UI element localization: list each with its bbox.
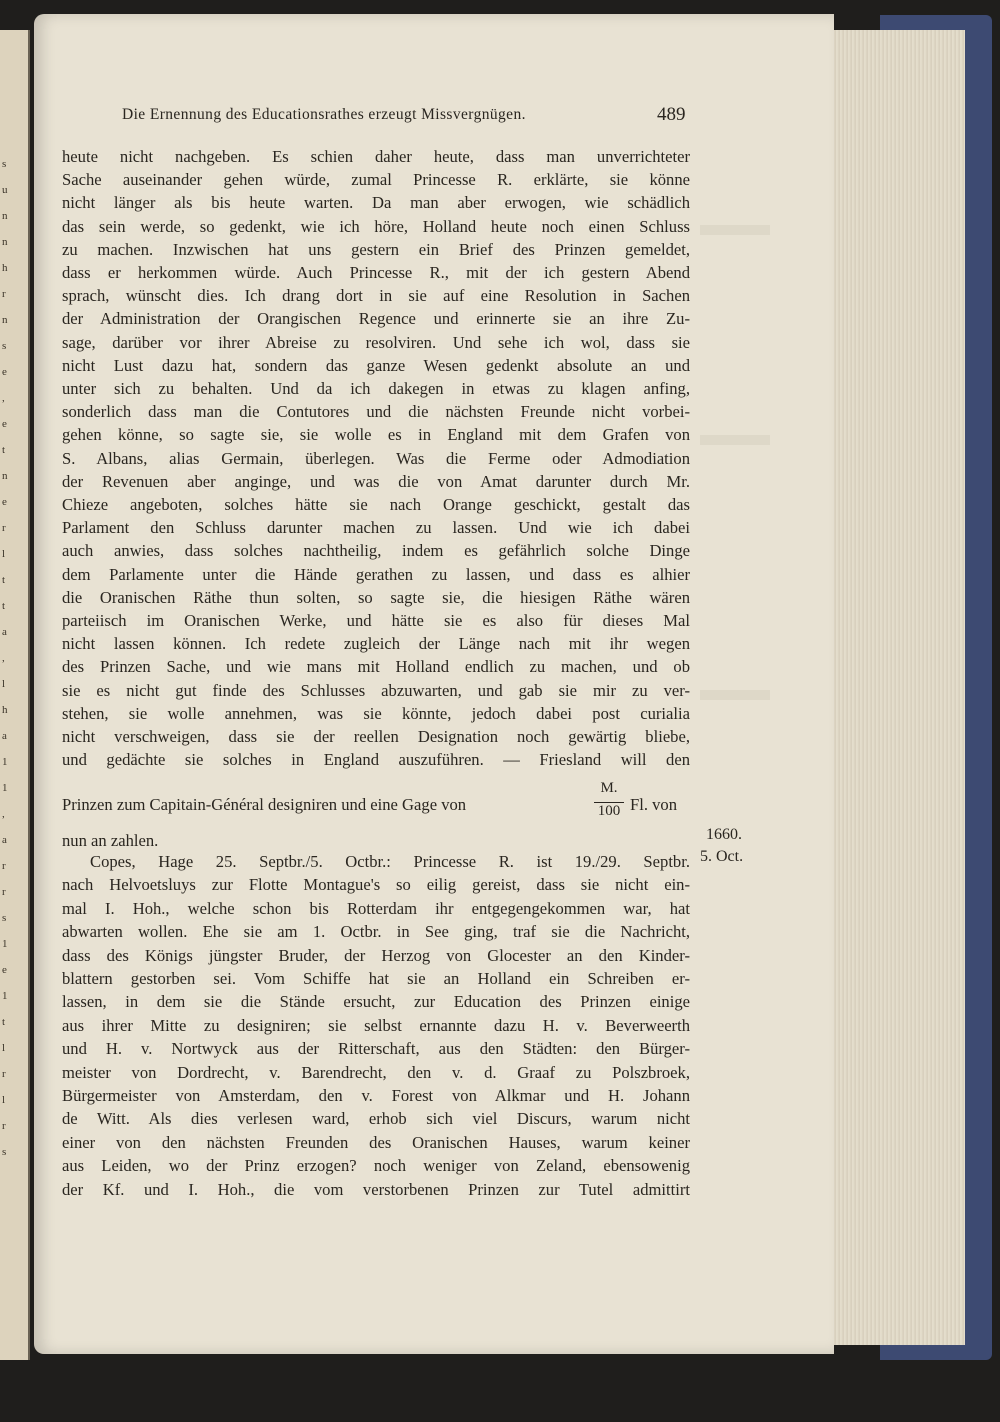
text-line: sprach, wünscht dies. Ich drang dort in sie auf eine Resolution in Sachen	[62, 286, 690, 306]
previous-page-letter: 1	[2, 782, 8, 794]
entry-line: und H. v. Nortwyck aus der Ritterschaft, aus den Städten: den Bürger-	[62, 1039, 690, 1059]
previous-page-letter: s	[2, 340, 7, 352]
text-line: sage, darüber vor ihrer Abreise zu resolviren. Und sehe ich wol, dass sie	[62, 332, 690, 352]
entry-line: dass des Königs jüngster Bruder, der Herzog von Glocester an den Kinder-	[62, 945, 690, 965]
text-line: das sein werde, so gedenkt, wie ich höre, Holland heute noch einen Schluss	[62, 216, 690, 236]
text-line: Chieze angeboten, solches hätte sie nach Orange geschickt, gestalt das	[62, 495, 690, 514]
previous-page-letter: l	[2, 1094, 6, 1106]
entry-line: Bürgermeister von Amsterdam, den v. Forest von Alkmar und H. Johann	[62, 1086, 690, 1105]
text-line: des Prinzen Sache, und wie mans mit Holland endlich zu machen, und ob	[62, 657, 690, 677]
text-line: parteiisch im Oranischen Werke, und hätte sie es also für dieses Mal	[62, 611, 690, 630]
entry-line: abwarten wollen. Ehe sie am 1. Octbr. in See ging, traf sie die Nachricht,	[62, 922, 690, 942]
formula-line: Prinzen zum Capitain-Général designiren und eine Gage von	[62, 795, 467, 814]
previous-page-letter: ,	[2, 392, 5, 404]
text-line: zu machen. Inzwischen hat uns gestern ein Brief des Prinzen gemeldet,	[62, 239, 690, 259]
previous-page-letter: 1	[2, 756, 8, 768]
text-line: und gedächte sie solches in England auszuführen. — Friesland will den	[62, 750, 690, 770]
previous-page-letter: s	[2, 158, 7, 170]
previous-page-letter: r	[2, 1120, 6, 1132]
previous-page-letter: t	[2, 1016, 6, 1028]
previous-page-letter: t	[2, 600, 6, 612]
text-line: Parlament den Schluss darunter machen zu lassen. Und wie ich dabei	[62, 518, 690, 538]
entry-line: einer von den nächsten Freunden des Oranischen Hauses, warum keiner	[62, 1132, 690, 1152]
text-line: auch anwies, dass solches nachtheilig, indem es gefährlich solche Dinge	[62, 541, 690, 561]
previous-page-letter: l	[2, 548, 6, 560]
text-line: der Administration der Orangischen Regence und erinnerte sie an ihre Zu-	[62, 309, 690, 329]
bleed-through	[700, 225, 770, 235]
text-line: der Revenuen aber anginge, und was die von Amat darunter durch Mr.	[62, 471, 690, 491]
text-line: nicht Lust dazu hat, sondern das ganze Wesen gedenkt absolute an und	[62, 355, 690, 375]
previous-page-letter: r	[2, 1068, 6, 1080]
text-line: nicht verschweigen, dass sie der reellen Designation noch gewärtig bliebe,	[62, 727, 690, 746]
text-line: heute nicht nachgeben. Es schien daher heute, dass man unverrichteter	[62, 147, 690, 166]
previous-page-letter: n	[2, 236, 8, 248]
entry-line: blattern gestorben sei. Vom Schiffe hat sie an Holland ein Schreiben er-	[62, 969, 690, 988]
previous-page-letter: u	[2, 184, 8, 196]
previous-page-letter: a	[2, 834, 7, 846]
fraction-numerator: M.	[600, 780, 618, 796]
previous-page-letter: r	[2, 886, 6, 898]
text-line: stehen, sie wolle annehmen, was sie könnte, jedoch dabei post curialia	[62, 703, 690, 723]
previous-page-letter: e	[2, 418, 7, 430]
previous-page-letter: r	[2, 522, 6, 534]
bleed-through	[700, 435, 770, 445]
text-line: Sache auseinander gehen würde, zumal Princesse R. erklärte, sie könne	[62, 170, 690, 190]
previous-page-letter: s	[2, 912, 7, 924]
previous-page-letter: a	[2, 626, 7, 638]
previous-page-letter: t	[2, 444, 6, 456]
previous-page-letter: r	[2, 288, 6, 300]
previous-page-letter: n	[2, 470, 8, 482]
bleed-through	[700, 690, 770, 700]
entry-line: der Kf. und I. Hoh., die vom verstorbenen Prinzen zur Tutel admittirt	[62, 1179, 690, 1199]
previous-page-letter: ,	[2, 652, 5, 664]
previous-page-letter: e	[2, 366, 7, 378]
previous-page-edge	[0, 30, 30, 1360]
previous-page-letter: h	[2, 262, 8, 274]
previous-page-letter: e	[2, 964, 7, 976]
text-line: nicht lassen können. Ich redete zugleich der Länge nach mit ihr wegen	[62, 634, 690, 654]
previous-page-letter: a	[2, 730, 7, 742]
text-line: nicht länger als bis heute warten. Da man aber erwogen, wie schädlich	[62, 193, 690, 213]
line-after-formula: nun an zahlen.	[62, 831, 159, 850]
text-line: S. Albans, alias Germain, überlegen. Was die Ferme oder Admodiation	[62, 448, 690, 468]
previous-page-letter: n	[2, 314, 8, 326]
entry-line: Copes, Hage 25. Septbr./5. Octbr.: Princesse R. ist 19./29. Septbr.	[90, 852, 690, 871]
entry-line: meister von Dordrecht, v. Barendrecht, den v. d. Graaf zu Polszbroek,	[62, 1062, 690, 1082]
previous-page-letter: r	[2, 860, 6, 872]
previous-page-letter: ,	[2, 808, 5, 820]
margin-date: 5. Oct.	[700, 848, 744, 865]
previous-page-letter: n	[2, 210, 8, 222]
entry-line: lassen, in dem sie die Stände ersucht, zur Education des Prinzen einige	[62, 992, 690, 1012]
text-line: die Oranischen Räthe thun solten, so sagte sie, die hiesigen Räthe wären	[62, 587, 690, 607]
text-line: gehen könne, so sagte sie, sie wolle es in England mit dem Grafen von	[62, 425, 690, 445]
text-line: sonderlich dass man die Contutores und die nächsten Freunde nicht vorbei-	[62, 402, 690, 422]
running-title: Die Ernennung des Educationsrathes erzeugt Missvergnügen.	[122, 106, 526, 123]
previous-page-letter: s	[2, 1146, 7, 1158]
entry-line: nach Helvoetsluys zur Flotte Montague's so eilig gereist, dass sie nicht ein-	[62, 875, 690, 895]
text-line: dass er herkommen würde. Auch Princesse R., mit der ich gestern Abend	[62, 263, 690, 282]
previous-page-letter: h	[2, 704, 8, 716]
entry-line: aus Leiden, wo der Prinz erzogen? noch weniger von Zeland, ebensowenig	[62, 1156, 690, 1176]
fraction-denominator: 100	[597, 803, 621, 819]
text-line: unter sich zu behalten. Und da ich dakegen in etwas zu klagen anfing,	[62, 379, 690, 398]
margin-year: 1660.	[706, 826, 742, 843]
entry-line: mal I. Hoh., welche schon bis Rotterdam ihr entgegengekommen war, hat	[62, 898, 690, 918]
entry-line: de Witt. Als dies verlesen ward, erhob sich viel Discurs, warum nicht	[62, 1109, 690, 1129]
page-number: 489	[657, 104, 686, 125]
previous-page-letter: l	[2, 1042, 6, 1054]
previous-page-letter: t	[2, 574, 6, 586]
previous-page-letter: 1	[2, 990, 8, 1002]
previous-page-letter: l	[2, 678, 6, 690]
entry-line: aus ihrer Mitte zu designiren; sie selbst ernannte dazu H. v. Beverweerth	[62, 1015, 690, 1035]
formula-tail: Fl. von	[630, 795, 678, 814]
text-line: dem Parlamente unter die Hände gerathen zu lassen, und dass es alhier	[62, 564, 690, 584]
previous-page-letter: 1	[2, 938, 8, 950]
text-line: sie es nicht gut finde des Schlusses abzuwarten, und gab sie mir zu ver-	[62, 680, 690, 700]
previous-page-letter: e	[2, 496, 7, 508]
